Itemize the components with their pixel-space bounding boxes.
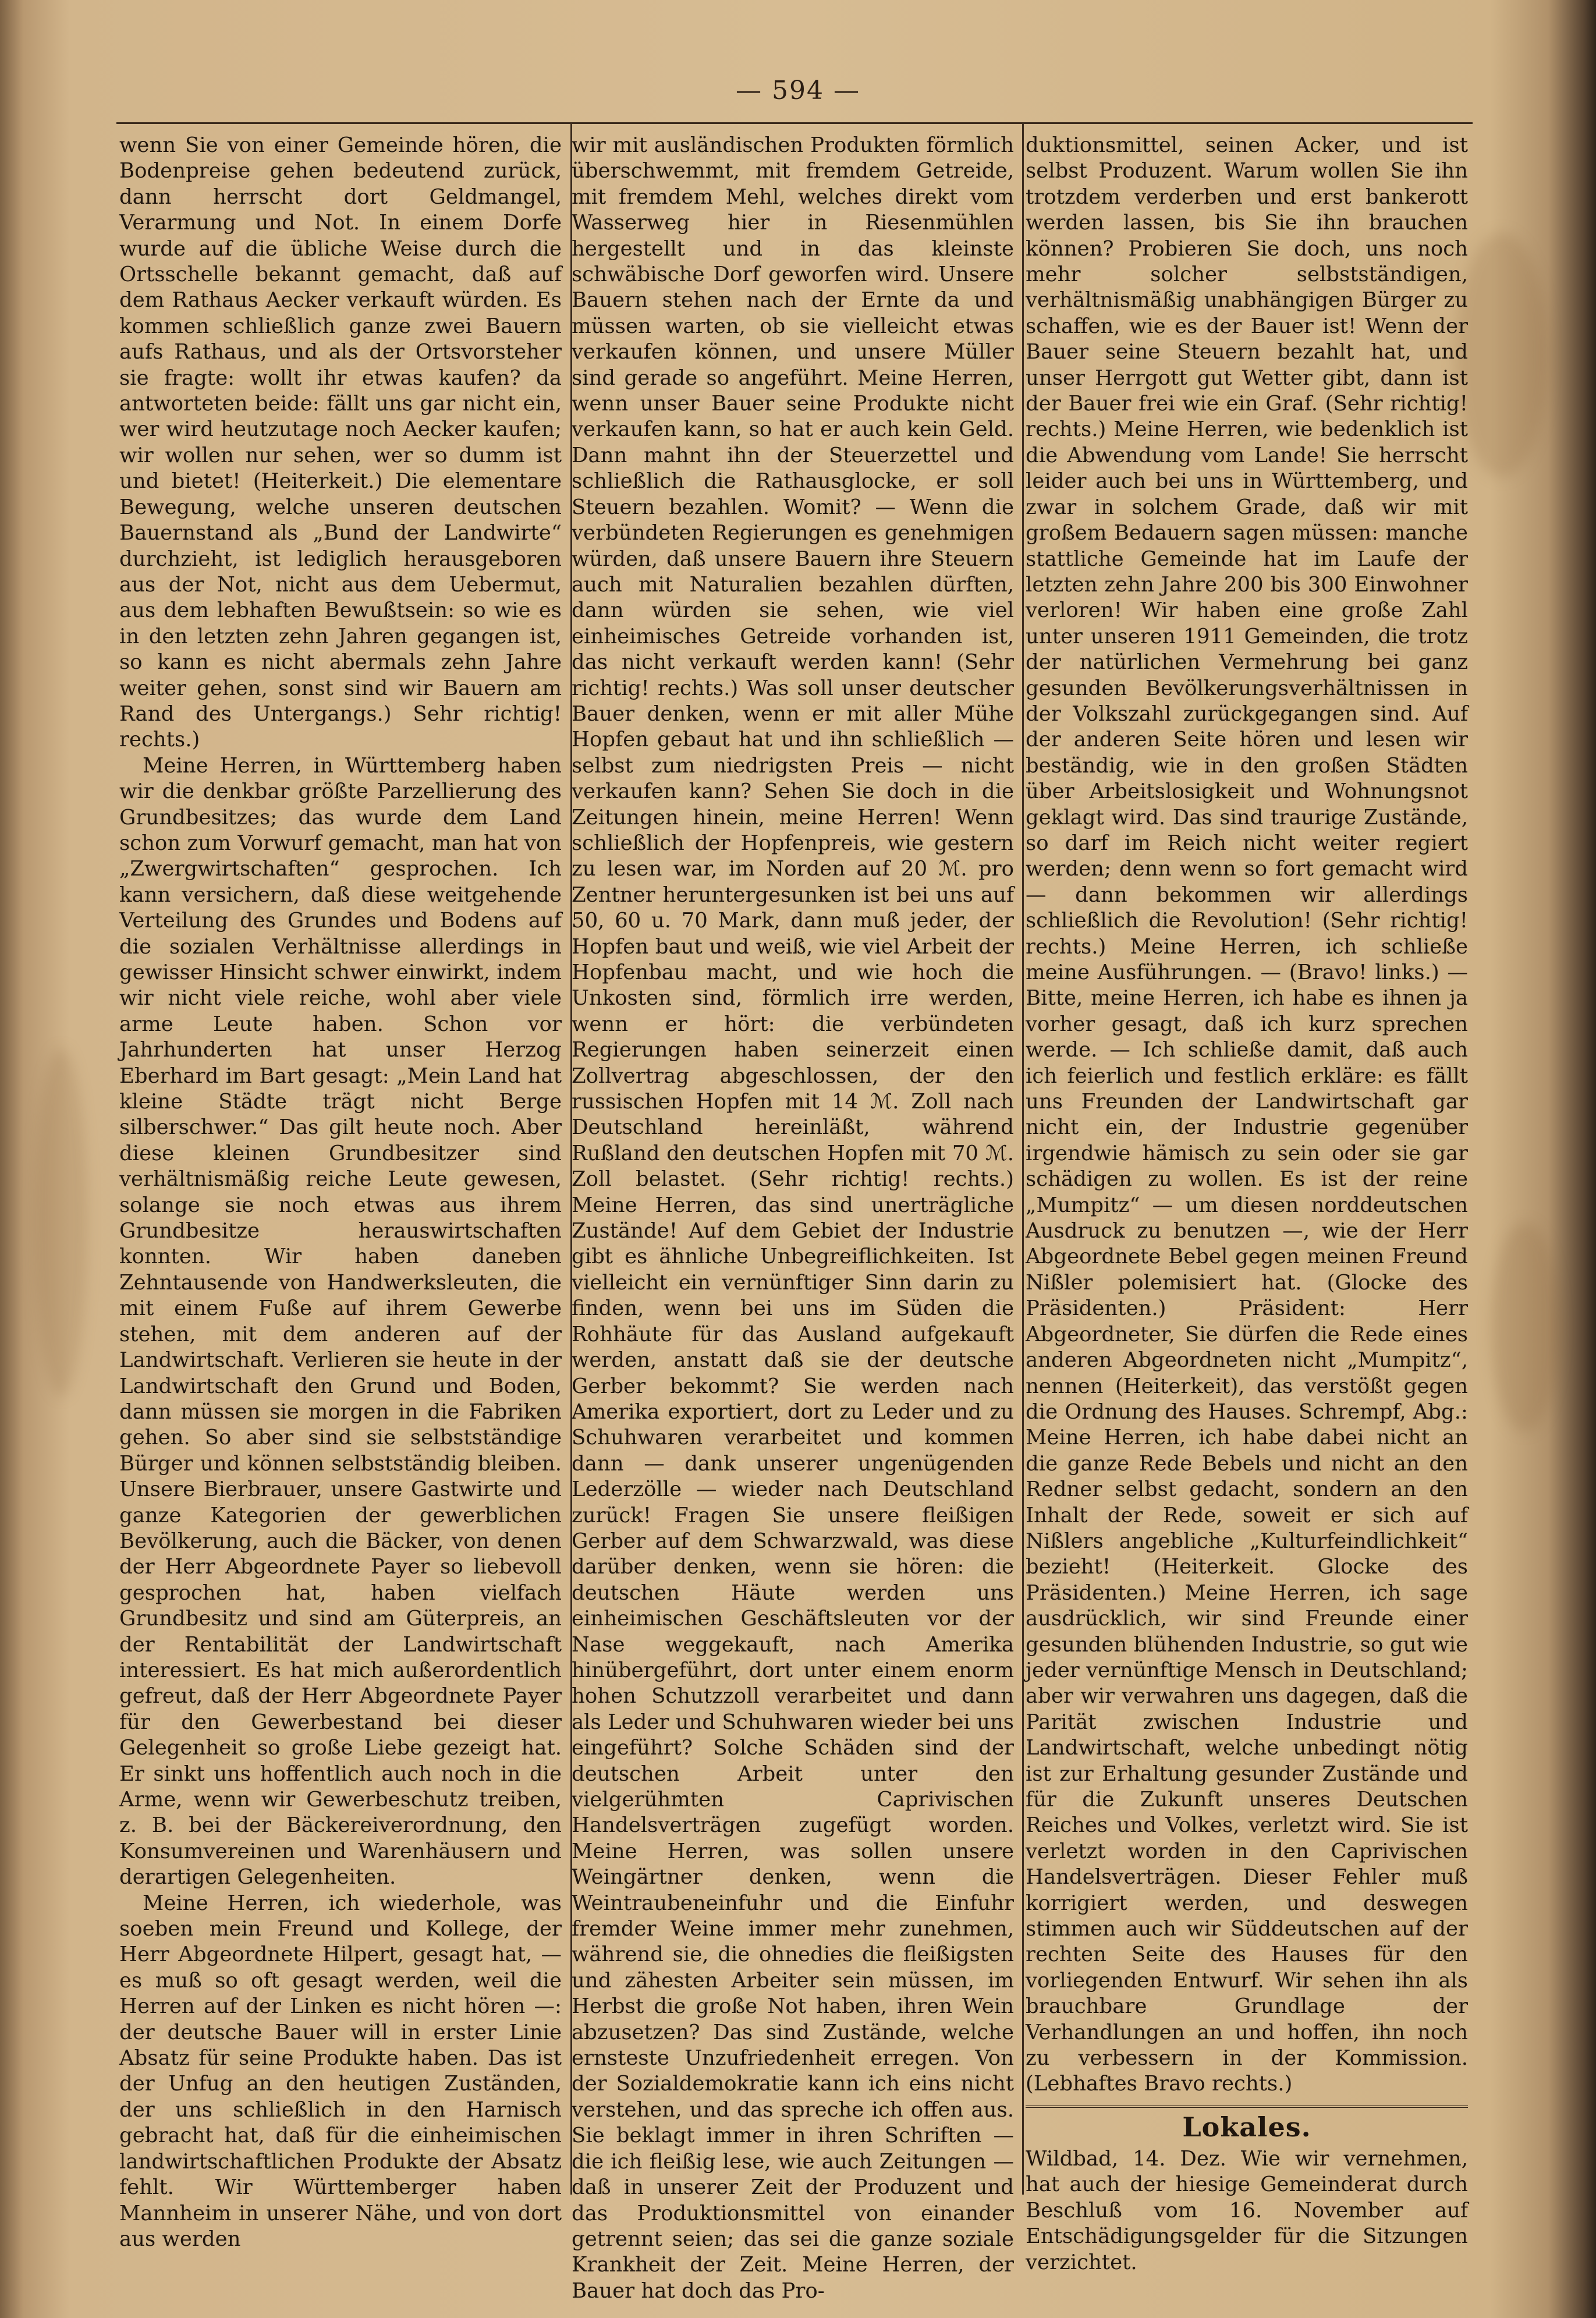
paragraph: Meine Herren, ich wiederhole, was soeben mein Freund und Kollege, der Herr Abgeordnete Hilpert, gesagt hat, — es muß so oft gesagt werden, weil die Herren auf der Linken es nicht hören —: der deutsche Bauer will in erster Linie Absatz für seine Produkte haben. Das ist der Unfug an den heutigen Zuständen, der uns schließlich in den Harnisch gebracht hat, daß für die einheimischen landwirtschaftlichen Produkte der Absatz fehlt. Wir Württemberger haben Mannheim in unserer Nähe, und von dort aus werden [119,1891,562,2251]
text-column-1 [119,133,562,2251]
text-column-3 [1026,133,1469,2274]
text-column-2 [572,133,1014,2303]
paragraph: Meine Herren, in Württemberg haben wir die denkbar größte Parzellierung des Grundbesitzes; das wurde dem Land schon zum Vorwurf gemacht, man hat von „Zwergwirtschaften“ gesprochen. Ich kann versichern, daß diese weitgehende Verteilung des Grundes und Bodens auf die sozialen Verhältnisse allerdings in gewisser Hinsicht schwer einwirkt, indem wir nicht viele reiche, wohl aber viele arme Leute haben. Schon vor Jahrhunderten hat unser Herzog Eberhard im Bart gesagt: „Mein Land hat kleine Städte trägt nicht Berge silberschwer.“ Das gilt heute noch. Aber diese kleinen Grundbesitzer sind verhältnismäßig reiche Leute gewesen, solange sie noch etwas aus ihrem Grundbesitze herauswirtschaften konnten. Wir haben daneben Zehntausende von Handwerksleuten, die mit einem Fuße auf ihrem Gewerbe stehen, mit dem anderen auf der Landwirtschaft. Verlieren sie heute in der Landwirtschaft den Grund und Boden, dann müssen sie morgen in die Fabriken gehen. So aber sind sie selbstständige Bürger und können selbstständig bleiben. Unsere Bierbrauer, unsere Gastwirte und ganze Kategorien der gewerblichen Bevölkerung, auch die Bäcker, von denen der Herr Abgeordnete Payer so liebevoll gesprochen hat, haben vielfach Grundbesitz und sind am Güterpreis, an der Rentabilität der Landwirtschaft interessiert. Es hat mich außerordentlich gefreut, daß der Herr Abgeordnete Payer für den Gewerbestand bei dieser Gelegenheit so große Liebe gezeigt hat. Er sinkt uns hoffentlich auch noch in die Arme, wenn wir Gewerbeschutz treiben, z. B. bei der Bäckereiverordnung, den Konsumvereinen und Warenhäusern und derartigen Gelegenheiten. [119,753,562,1890]
paragraph: wir mit ausländischen Produkten förmlich überschwemmt, mit fremdem Getreide, mit fremdem Mehl, welches direkt vom Wasserweg hier in Riesenmühlen hergestellt und in das kleinste schwäbische Dorf geworfen wird. Unsere Bauern stehen nach der Ernte da und müssen warten, ob sie vielleicht etwas verkaufen können, und unsere Müller sind gerade so angeführt. Meine Herren, wenn unser Bauer seine Produkte nicht verkaufen kann, so hat er auch kein Geld. Dann mahnt ihn der Steuerzettel und schließlich die Rathausglocke, er soll Steuern bezahlen. Womit? — Wenn die verbündeten Regierungen es genehmigen würden, daß unsere Bauern ihre Steuern auch mit Naturalien bezahlen dürften, dann würden sie sehen, wie viel einheimisches Getreide vorhanden ist, das nicht verkauft werden kann! (Sehr richtig! rechts.) Was soll unser deutscher Bauer denken, wenn er mit aller Mühe Hopfen gebaut hat und ihn schließlich — selbst zum niedrigsten Preis — nicht verkaufen kann? Sehen Sie doch in die Zeitungen hinein, meine Herren! Wenn schließlich der Hopfenpreis, wie gestern zu lesen war, im Norden auf 20 ℳ. pro Zentner heruntergesunken ist bei uns auf 50, 60 u. 70 Mark, dann muß jeder, der Hopfen baut und weiß, wie viel Arbeit der Hopfenbau macht, und wie hoch die Unkosten sind, förmlich irre werden, wenn er hört: die verbündeten Regierungen haben seinerzeit einen Zollvertrag abgeschlossen, der den russischen Hopfen mit 14 ℳ. Zoll nach Deutschland hereinläßt, während Rußland den deutschen Hopfen mit 70 ℳ. Zoll belastet. (Sehr richtig! rechts.) Meine Herren, das sind unerträgliche Zustände! Auf dem Gebiet der Industrie gibt es ähnliche Unbegreiflichkeiten. Ist vielleicht ein vernünftiger Sinn darin zu finden, wenn bei uns im Süden die Rohhäute für das Ausland aufgekauft werden, anstatt daß sie der deutsche Gerber bekommt? Sie werden nach Amerika exportiert, dort zu Leder und zu Schuhwaren verarbeitet und kommen dann — dank unserer ungenügenden Lederzölle — wieder nach Deutschland zurück! Fragen Sie unsere fleißigen Gerber auf dem Schwarzwald, was diese darüber denken, wenn sie hören: die deutschen Häute werden uns einheimischen Geschäftsleuten vor der Nase weggekauft, nach Amerika hinübergeführt, dort unter einem enorm hohen Schutzzoll verarbeitet und dann als Leder und Schuhwaren wieder bei uns eingeführt? Solche Schäden sind der deutschen Arbeit unter den vielgerühmten Caprivischen Handelsverträgen zugefügt worden. Meine Herren, was sollen unsere Weingärtner denken, wenn die Weintraubeneinfuhr und die Einfuhr fremder Weine immer mehr zunehmen, während sie, die ohnedies die fleißigsten und zähesten Arbeiter sein müssen, im Herbst die große Not haben, ihren Wein abzusetzen? Das sind Zustände, welche ernsteste Unzufriedenheit erregen. Von der Sozialdemokratie kann ich eins nicht verstehen, und das spreche ich offen aus. Sie beklagt immer in ihren Schriften — die ich fleißig lese, wie auch Zeitungen — daß in unserer Zeit der Produzent und das Produktionsmittel von einander getrennt seien; das sei die ganze soziale Krankheit der Zeit. Meine Herren, der Bauer hat doch das Pro- [572,133,1014,2303]
paragraph: duktionsmittel, seinen Acker, und ist selbst Produzent. Warum wollen Sie ihn trotzdem verderben und erst bankerott werden lassen, bis Sie ihn brauchen können? Probieren Sie doch, uns noch mehr solcher selbstständigen, verhältnismäßig unabhängigen Bürger zu schaffen, wie es der Bauer ist! Wenn der Bauer seine Steuern bezahlt hat, und unser Herrgott gut Wetter gibt, dann ist der Bauer frei wie ein Graf. (Sehr richtig! rechts.) Meine Herren, wie bedenklich ist die Abwendung vom Lande! Sie herrscht leider auch bei uns in Württemberg, und zwar in solchem Grade, daß wir mit großem Bedauern sagen müssen: manche stattliche Gemeinde hat im Laufe der letzten zehn Jahre 200 bis 300 Einwohner verloren! Wir haben eine große Zahl unter unseren 1911 Gemeinden, die trotz der natürlichen Vermehrung bei ganz gesunden Bevölkerungsverhältnissen in der Volkszahl zurückgegangen sind. Auf der anderen Seite hören und lesen wir beständig, wie in den großen Städten über Arbeitslosigkeit und Wohnungsnot geklagt wird. Das sind traurige Zustände, so darf im Reich nicht weiter regiert werden; denn wenn so fort gemacht wird — dann bekommen wir allerdings schließlich die Revolution! (Sehr richtig! rechts.) Meine Herren, ich schließe meine Ausführungen. — (Bravo! links.) — Bitte, meine Herren, ich habe es ihnen ja vorher gesagt, daß ich kurz sprechen werde. — Ich schließe damit, daß auch ich feierlich und festlich erkläre: es fällt uns Freunden der Landwirtschaft gar nicht ein, der Industrie gegenüber irgendwie hämisch zu sein oder sie gar schädigen zu wollen. Es ist der reine „Mumpitz“ — um diesen norddeutschen Ausdruck zu benutzen —, wie der Herr Abgeordnete Bebel gegen meinen Freund Nißler polemisiert hat. (Glocke des Präsidenten.) Präsident: Herr Abgeordneter, Sie dürfen die Rede eines anderen Abgeordneten nicht „Mumpitz“, nennen (Heiterkeit), das verstößt gegen die Ordnung des Hauses. Schrempf, Abg.: Meine Herren, ich habe dabei nicht an die ganze Rede Bebels und nicht an den Redner selbst gedacht, sondern an den Inhalt der Rede, soweit er sich auf Nißlers angebliche „Kulturfeindlichkeit“ bezieht! (Heiterkeit. Glocke des Präsidenten.) Meine Herren, ich sage ausdrücklich, wir sind Freunde einer gesunden blühenden Industrie, so gut wie jeder vernünftige Mensch in Deutschland; aber wir verwahren uns dagegen, daß die Parität zwischen Industrie und Landwirtschaft, welche unbedingt nötig ist zur Erhaltung gesunder Zustände und für die Zukunft unseres Deutschen Reiches und Volkes, verletzt wird. Sie ist verletzt worden in den Caprivischen Handelsverträgen. Dieser Fehler muß korrigiert werden, und deswegen stimmen auch wir Süddeutschen auf der rechten Seite des Hauses für den vorliegenden Entwurf. Wir sehen ihn als brauchbare Grundlage der Verhandlungen an und hoffen, ihn noch zu verbessern in der Kommission. (Lebhaftes Bravo rechts.) [1026,133,1469,2096]
column-separator [1022,122,1024,2195]
paper-stain [1455,233,1548,477]
paper-stain [35,1048,87,1397]
header-rule [116,122,1473,124]
section-heading-lokales: Lokales. [1026,2106,1468,2143]
local-news-paragraph: Wildbad, 14. Dez. Wie wir vernehmen, hat auch der hiesige Gemeinderat durch Beschluß vom 16. November auf Entschädigungsgelder für die Sitzungen verzichtet. [1026,2146,1468,2274]
paper-stain [1490,1222,1560,1432]
page-number: — 594 — [736,76,860,105]
paragraph: wenn Sie von einer Gemeinde hören, die Bodenpreise gehen bedeutend zurück, dann herrscht dort Geldmangel, Verarmung und Not. In einem Dorfe wurde auf die übliche Weise durch die Ortsschelle bekannt gemacht, daß auf dem Rathaus Aecker verkauft würden. Es kommen schließlich ganze zwei Bauern aufs Rathaus, und als der Ortsvorsteher sie fragte: wollt ihr etwas kaufen? da antworteten beide: fällt uns gar nicht ein, wer wird heutzutage noch Aecker kaufen; wir wollen nur sehen, wer so dumm ist und bietet! (Heiterkeit.) Die elementare Bewegung, welche unseren deutschen Bauernstand als „Bund der Landwirte“ durchzieht, ist lediglich herausgeboren aus der Not, nicht aus dem Uebermut, aus dem lebhaften Bewußtsein: so wie es in den letzten zehn Jahren gegangen ist, so kann es nicht abermals zehn Jahre weiter gehen, sonst sind wir Bauern am Rand des Untergangs.) Sehr richtig! rechts.) [119,133,562,752]
